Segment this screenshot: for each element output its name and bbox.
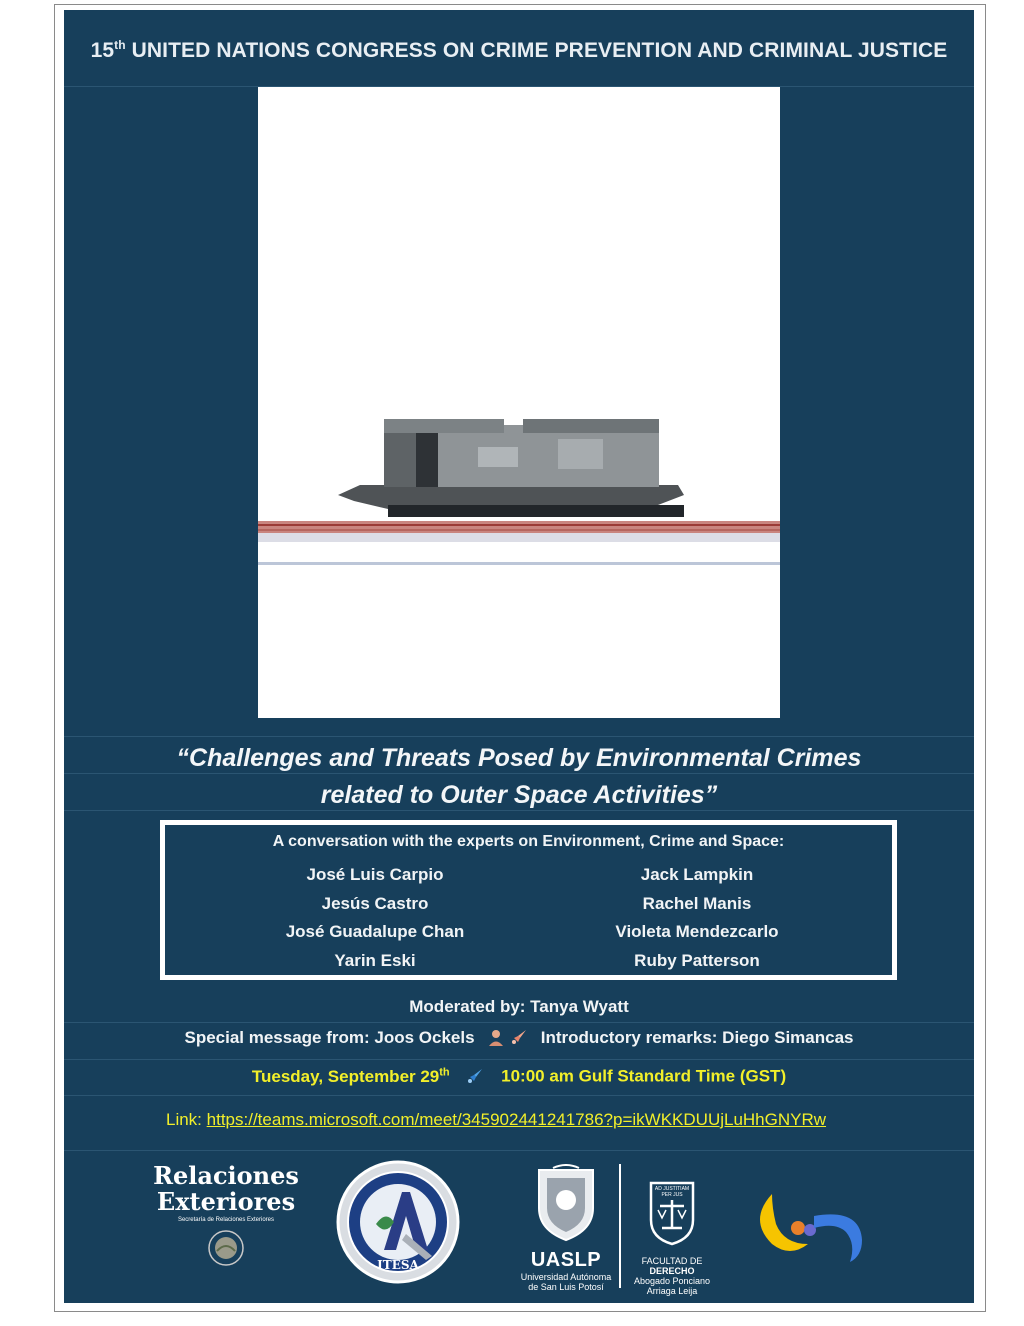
- monument-photo: [258, 87, 780, 718]
- itesa-label: ITESA: [377, 1258, 419, 1272]
- itesa-logo: [336, 1160, 460, 1284]
- coat-of-arms-icon: [142, 1229, 310, 1272]
- space-program-logo: [750, 1188, 870, 1270]
- special-message: Special message from: Joos Ockels: [184, 1028, 475, 1047]
- introductory-remarks: Introductory remarks: Diego Simancas: [540, 1028, 854, 1047]
- meeting-link-line: [166, 1110, 826, 1130]
- derecho-motto-2: PER JUS: [661, 1192, 683, 1198]
- sre-logo: Relaciones Exteriores Secretaría de Relaciones Exteriores: [142, 1163, 310, 1272]
- rocket-icon: [510, 1028, 528, 1051]
- header-title: 15th UNITED NATIONS CONGRESS ON CRIME PREVENTION AND CRIMINAL JUSTICE: [90, 38, 948, 62]
- expert-name: Violeta Mendezcarlo: [615, 922, 779, 941]
- event-date: Tuesday, September 29th: [251, 1066, 450, 1086]
- experts-left-column: [195, 861, 555, 975]
- link-label: Link:: [166, 1110, 202, 1129]
- special-message-line: [64, 1028, 974, 1051]
- expert-name: Ruby Patterson: [634, 950, 760, 970]
- event-title: “Challenges and Threats Posed by Environmental Crimes related to Outer Space Activities”: [176, 744, 862, 809]
- derecho-logo: AD JUSTITIAM PER JUS FACULTAD DE DERECHO Abogado Ponciano Arriaga Leija: [630, 1180, 714, 1296]
- rocket-icon: [466, 1067, 484, 1090]
- expert-name: Yarin Eski: [334, 950, 416, 970]
- expert-name: José Luis Carpio: [306, 865, 444, 884]
- expert-name: Jack Lampkin: [640, 865, 754, 884]
- expert-name: José Guadalupe Chan: [285, 922, 465, 941]
- expert-name: Jesús Castro: [321, 893, 429, 913]
- derecho-shield-icon: [648, 1180, 696, 1246]
- logo-divider: [619, 1164, 621, 1288]
- derecho-motto-1: AD JUSTITIAM: [654, 1186, 690, 1192]
- experts-box: [160, 820, 897, 980]
- moderator-line: Moderated by: Tanya Wyatt: [409, 997, 629, 1016]
- uaslp-logo: UASLP Universidad Autónoma de San Luis Potosí: [510, 1164, 622, 1292]
- experts-right-column: [517, 861, 877, 975]
- schedule-line: [64, 1066, 974, 1090]
- experts-intro: A conversation with the experts on Environment, Crime and Space:: [272, 833, 785, 850]
- event-time: 10:00 am Gulf Standard Time (GST): [501, 1066, 787, 1086]
- poster: [64, 10, 974, 1303]
- uaslp-shield-icon: [510, 1164, 622, 1249]
- expert-name: Rachel Manis: [642, 893, 752, 913]
- woman-astronaut-icon: [487, 1028, 505, 1051]
- meeting-link[interactable]: https://teams.microsoft.com/meet/345902441241786?p=ikWKKDUUjLuHhGNYRw: [206, 1110, 827, 1129]
- sponsor-logos: [64, 1160, 974, 1300]
